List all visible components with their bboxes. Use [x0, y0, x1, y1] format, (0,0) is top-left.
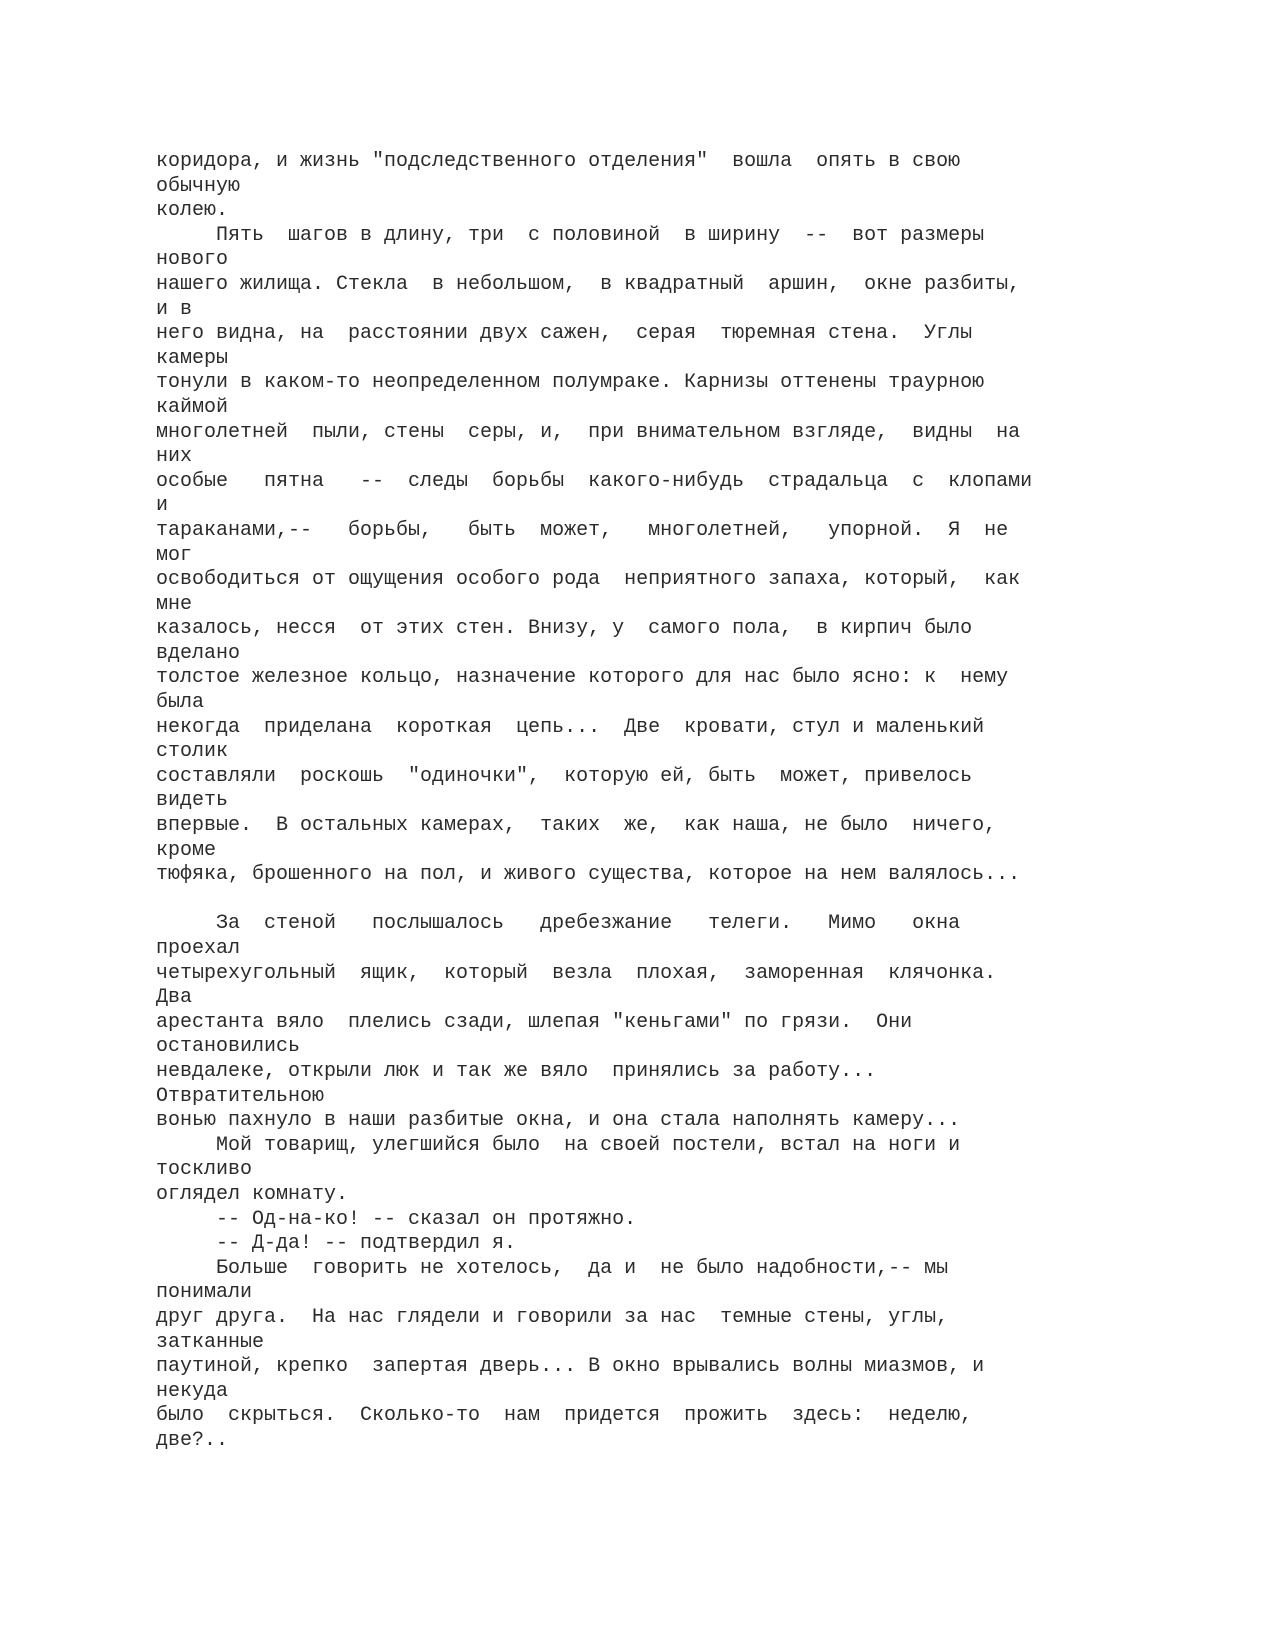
- text-line: тараканами,-- борьбы, быть может, многолетней, упорной. Я не: [156, 518, 1009, 542]
- text-line: паутиной, крепко запертая дверь... В окно врывались волны миазмов, и: [156, 1355, 985, 1379]
- text-line: особые пятна -- следы борьбы какого-нибудь страдальца с клопами: [156, 469, 1033, 493]
- text-line: многолетней пыли, стены серы, и, при внимательном взгляде, видны на: [156, 420, 1021, 444]
- text-line: кроме: [156, 838, 217, 862]
- text-line: нашего жилища. Стекла в небольшом, в квадратный аршин, окне разбиты,: [156, 272, 1021, 296]
- text-line: обычную: [156, 174, 241, 198]
- text-line: арестанта вяло плелись сзади, шлепая "кеньгами" по грязи. Они: [156, 1010, 913, 1034]
- text-line: -- Д-да! -- подтвердил я.: [156, 1232, 517, 1256]
- text-line: Больше говорить не хотелось, да и не было надобности,-- мы: [156, 1256, 949, 1280]
- text-line: За стеной послышалось дребезжание телеги. Мимо окна: [156, 912, 961, 936]
- text-line: проехал: [156, 937, 241, 960]
- text-line: -- Од-на-ко! -- сказал он протяжно.: [156, 1207, 637, 1231]
- text-line: коридора, и жизнь "подследственного отделения" вошла опять в свою: [156, 150, 961, 173]
- text-line: казалось, несся от этих стен. Внизу, у самого пола, в кирпич было: [156, 617, 973, 641]
- text-line: была: [156, 691, 205, 715]
- text-line: четырехугольный ящик, который везла плохая, заморенная клячонка.: [156, 961, 997, 985]
- text-line: две?..: [156, 1428, 229, 1452]
- text-line: впервые. В остальных камерах, таких же, как наша, не было ничего,: [156, 814, 997, 838]
- text-line: нового: [156, 248, 229, 272]
- document-text-block: [156, 150, 1256, 1453]
- text-line: вделано: [156, 641, 241, 665]
- text-line: остановились: [156, 1035, 301, 1059]
- text-line: него видна, на расстоянии двух сажен, серая тюремная стена. Углы: [156, 322, 973, 346]
- text-line: понимали: [156, 1281, 253, 1305]
- text-line: мог: [156, 543, 193, 567]
- text-line: освободиться от ощущения особого рода неприятного запаха, который, как: [156, 568, 1021, 592]
- text-line: Два: [156, 986, 193, 1010]
- text-line: Пять шагов в длину, три с половиной в ширину -- вот размеры: [156, 223, 985, 247]
- text-line: было скрыться. Сколько-то нам придется прожить здесь: неделю,: [156, 1404, 973, 1428]
- text-line: затканные: [156, 1330, 265, 1354]
- text-line: Отвратительною: [156, 1084, 325, 1108]
- text-line: тоскливо: [156, 1158, 253, 1182]
- text-line: и: [156, 494, 169, 518]
- text-line: вонью пахнуло в наши разбитые окна, и она стала наполнять камеру...: [156, 1109, 961, 1133]
- text-line: каймой: [156, 395, 229, 419]
- text-line: видеть: [156, 789, 229, 813]
- text-line: столик: [156, 740, 229, 764]
- text-line: невдалеке, открыли люк и так же вяло принялись за работу...: [156, 1059, 877, 1083]
- text-line: колею.: [156, 199, 229, 223]
- text-line: мне: [156, 592, 193, 616]
- text-line: и в: [156, 297, 193, 321]
- text-line: толстое железное кольцо, назначение которого для нас было ясно: к нему: [156, 666, 1009, 690]
- text-line: друг друга. На нас глядели и говорили за нас темные стены, углы,: [156, 1305, 949, 1329]
- text-line: некогда приделана короткая цепь... Две кровати, стул и маленький: [156, 715, 985, 739]
- text-line: тюфяка, брошенного на пол, и живого существа, которое на нем валялось...: [156, 863, 1021, 887]
- text-line: камеры: [156, 346, 229, 370]
- blank-line: [156, 888, 1256, 913]
- text-line: некуда: [156, 1379, 229, 1403]
- text-line: составляли роскошь "одиночки", которую ей, быть может, привелось: [156, 764, 973, 788]
- text-line: тонули в каком-то неопределенном полумраке. Карнизы оттенены траурною: [156, 371, 985, 395]
- text-line: них: [156, 445, 193, 469]
- text-line: оглядел комнату.: [156, 1182, 349, 1206]
- text-line: Мой товарищ, улегшийся было на своей постели, встал на ноги и: [156, 1133, 961, 1157]
